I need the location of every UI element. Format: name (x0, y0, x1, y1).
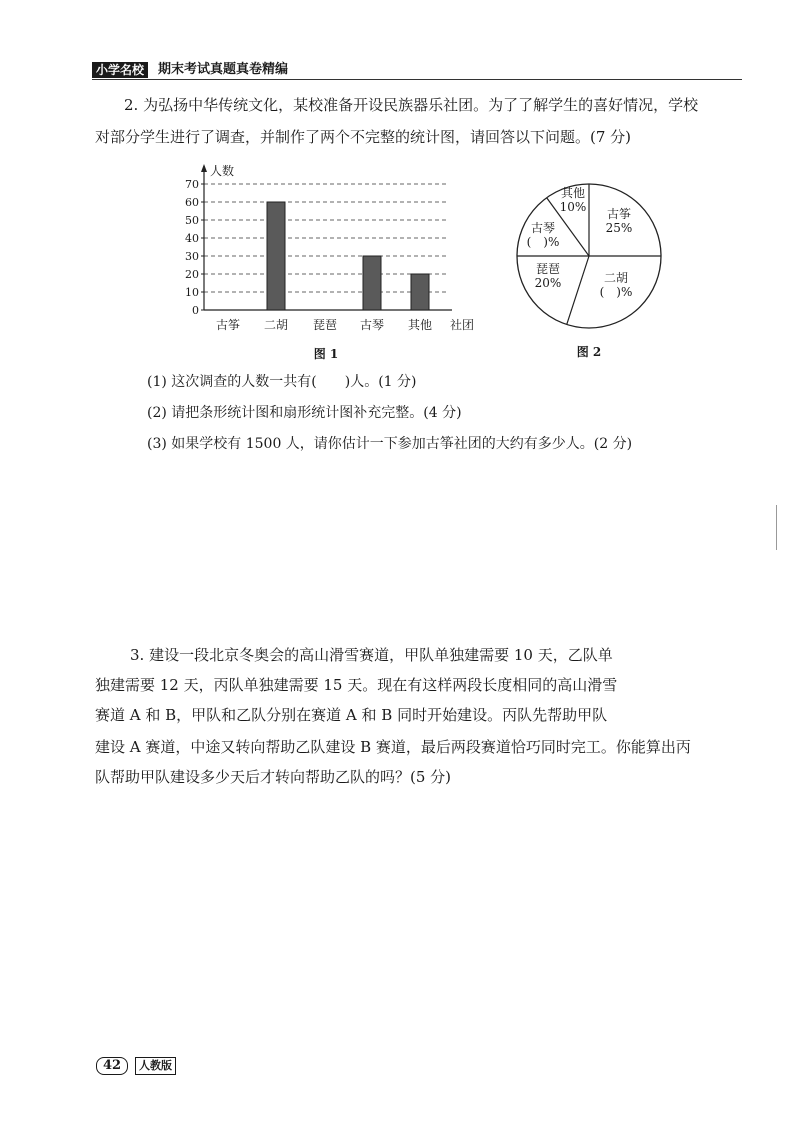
bar-古琴 (363, 256, 381, 310)
y-tick-label: 10 (185, 286, 199, 299)
q2-subquestion-1: (1) 这次调查的人数一共有( )人。(1 分) (147, 374, 417, 390)
pie-chart (505, 170, 675, 365)
pie-slice-percent: ( )% (599, 285, 633, 299)
q2-subquestion-3: (3) 如果学校有 1500 人，请你估计一下参加古筝社团的大约有多少人。(2 分) (147, 436, 633, 452)
page-number: 42 (96, 1057, 128, 1075)
page-header (92, 60, 742, 80)
q3-line-4: 建设 A 赛道，中途又转向帮助乙队建设 B 赛道，最后两段赛道恰巧同时完工。你能算出丙 (95, 738, 691, 756)
y-tick-label: 50 (185, 214, 199, 227)
pie-slice-name: 琵琶 (535, 262, 561, 276)
pie-chart-caption: 图 2 (576, 345, 602, 359)
x-category-label: 琵琶 (312, 318, 338, 332)
y-axis-title: 人数 (210, 164, 235, 178)
x-category-label: 古琴 (359, 318, 385, 332)
pie-slice-percent: 25% (605, 221, 633, 235)
pie-slice-name: 古琴 (530, 221, 556, 235)
y-tick-label: 60 (185, 196, 199, 209)
x-category-label: 古筝 (215, 318, 241, 332)
y-tick-label: 30 (185, 250, 199, 263)
y-axis-arrow (201, 164, 207, 172)
series-title: 期末考试真题真卷精编 (158, 62, 289, 77)
q2-stem-line-1: 2. 为弘扬中华传统文化，某校准备开设民族器乐社团。为了了解学生的喜好情况，学校 (124, 96, 699, 114)
y-tick-label: 0 (192, 304, 199, 317)
q3-line-5: 队帮助甲队建设多少天后才转向帮助乙队的吗？(5 分) (95, 768, 452, 786)
q2-subquestion-2: (2) 请把条形统计图和扇形统计图补充完整。(4 分) (147, 405, 462, 421)
bar-其他 (411, 274, 429, 310)
bar-二胡 (267, 202, 285, 310)
edition-label: 人教版 (135, 1057, 176, 1075)
pie-slice-name: 其他 (560, 186, 586, 200)
series-badge: 小学名校 (92, 62, 148, 78)
q3-line-3: 赛道 A 和 B，甲队和乙队分别在赛道 A 和 B 同时开始建设。丙队先帮助甲队 (95, 706, 608, 724)
pie-slice-percent: 10% (559, 200, 587, 214)
q3-line-2: 独建需要 12 天，丙队单独建需要 15 天。现在有这样两段长度相同的高山滑雪 (95, 676, 618, 694)
q2-stem-line-2: 对部分学生进行了调查，并制作了两个不完整的统计图，请回答以下问题。(7 分) (95, 128, 632, 146)
y-tick-label: 40 (185, 232, 199, 245)
header-rule (92, 79, 742, 80)
y-tick-label: 70 (185, 178, 199, 191)
pie-slice-name: 古筝 (606, 207, 632, 221)
pie-slice-percent: ( )% (526, 235, 560, 249)
x-category-label: 二胡 (263, 318, 289, 332)
bar-chart (170, 158, 490, 368)
binding-mark (776, 505, 777, 550)
y-tick-label: 20 (185, 268, 199, 281)
bar-chart-caption: 图 1 (313, 347, 339, 361)
q3-line-1: 3. 建设一段北京冬奥会的高山滑雪赛道，甲队单独建需要 10 天，乙队单 (130, 646, 613, 664)
x-category-label: 其他 (407, 318, 433, 332)
pie-slice-percent: 20% (534, 276, 562, 290)
pie-slice-name: 二胡 (603, 271, 629, 285)
x-axis-title: 社团 (449, 318, 475, 332)
